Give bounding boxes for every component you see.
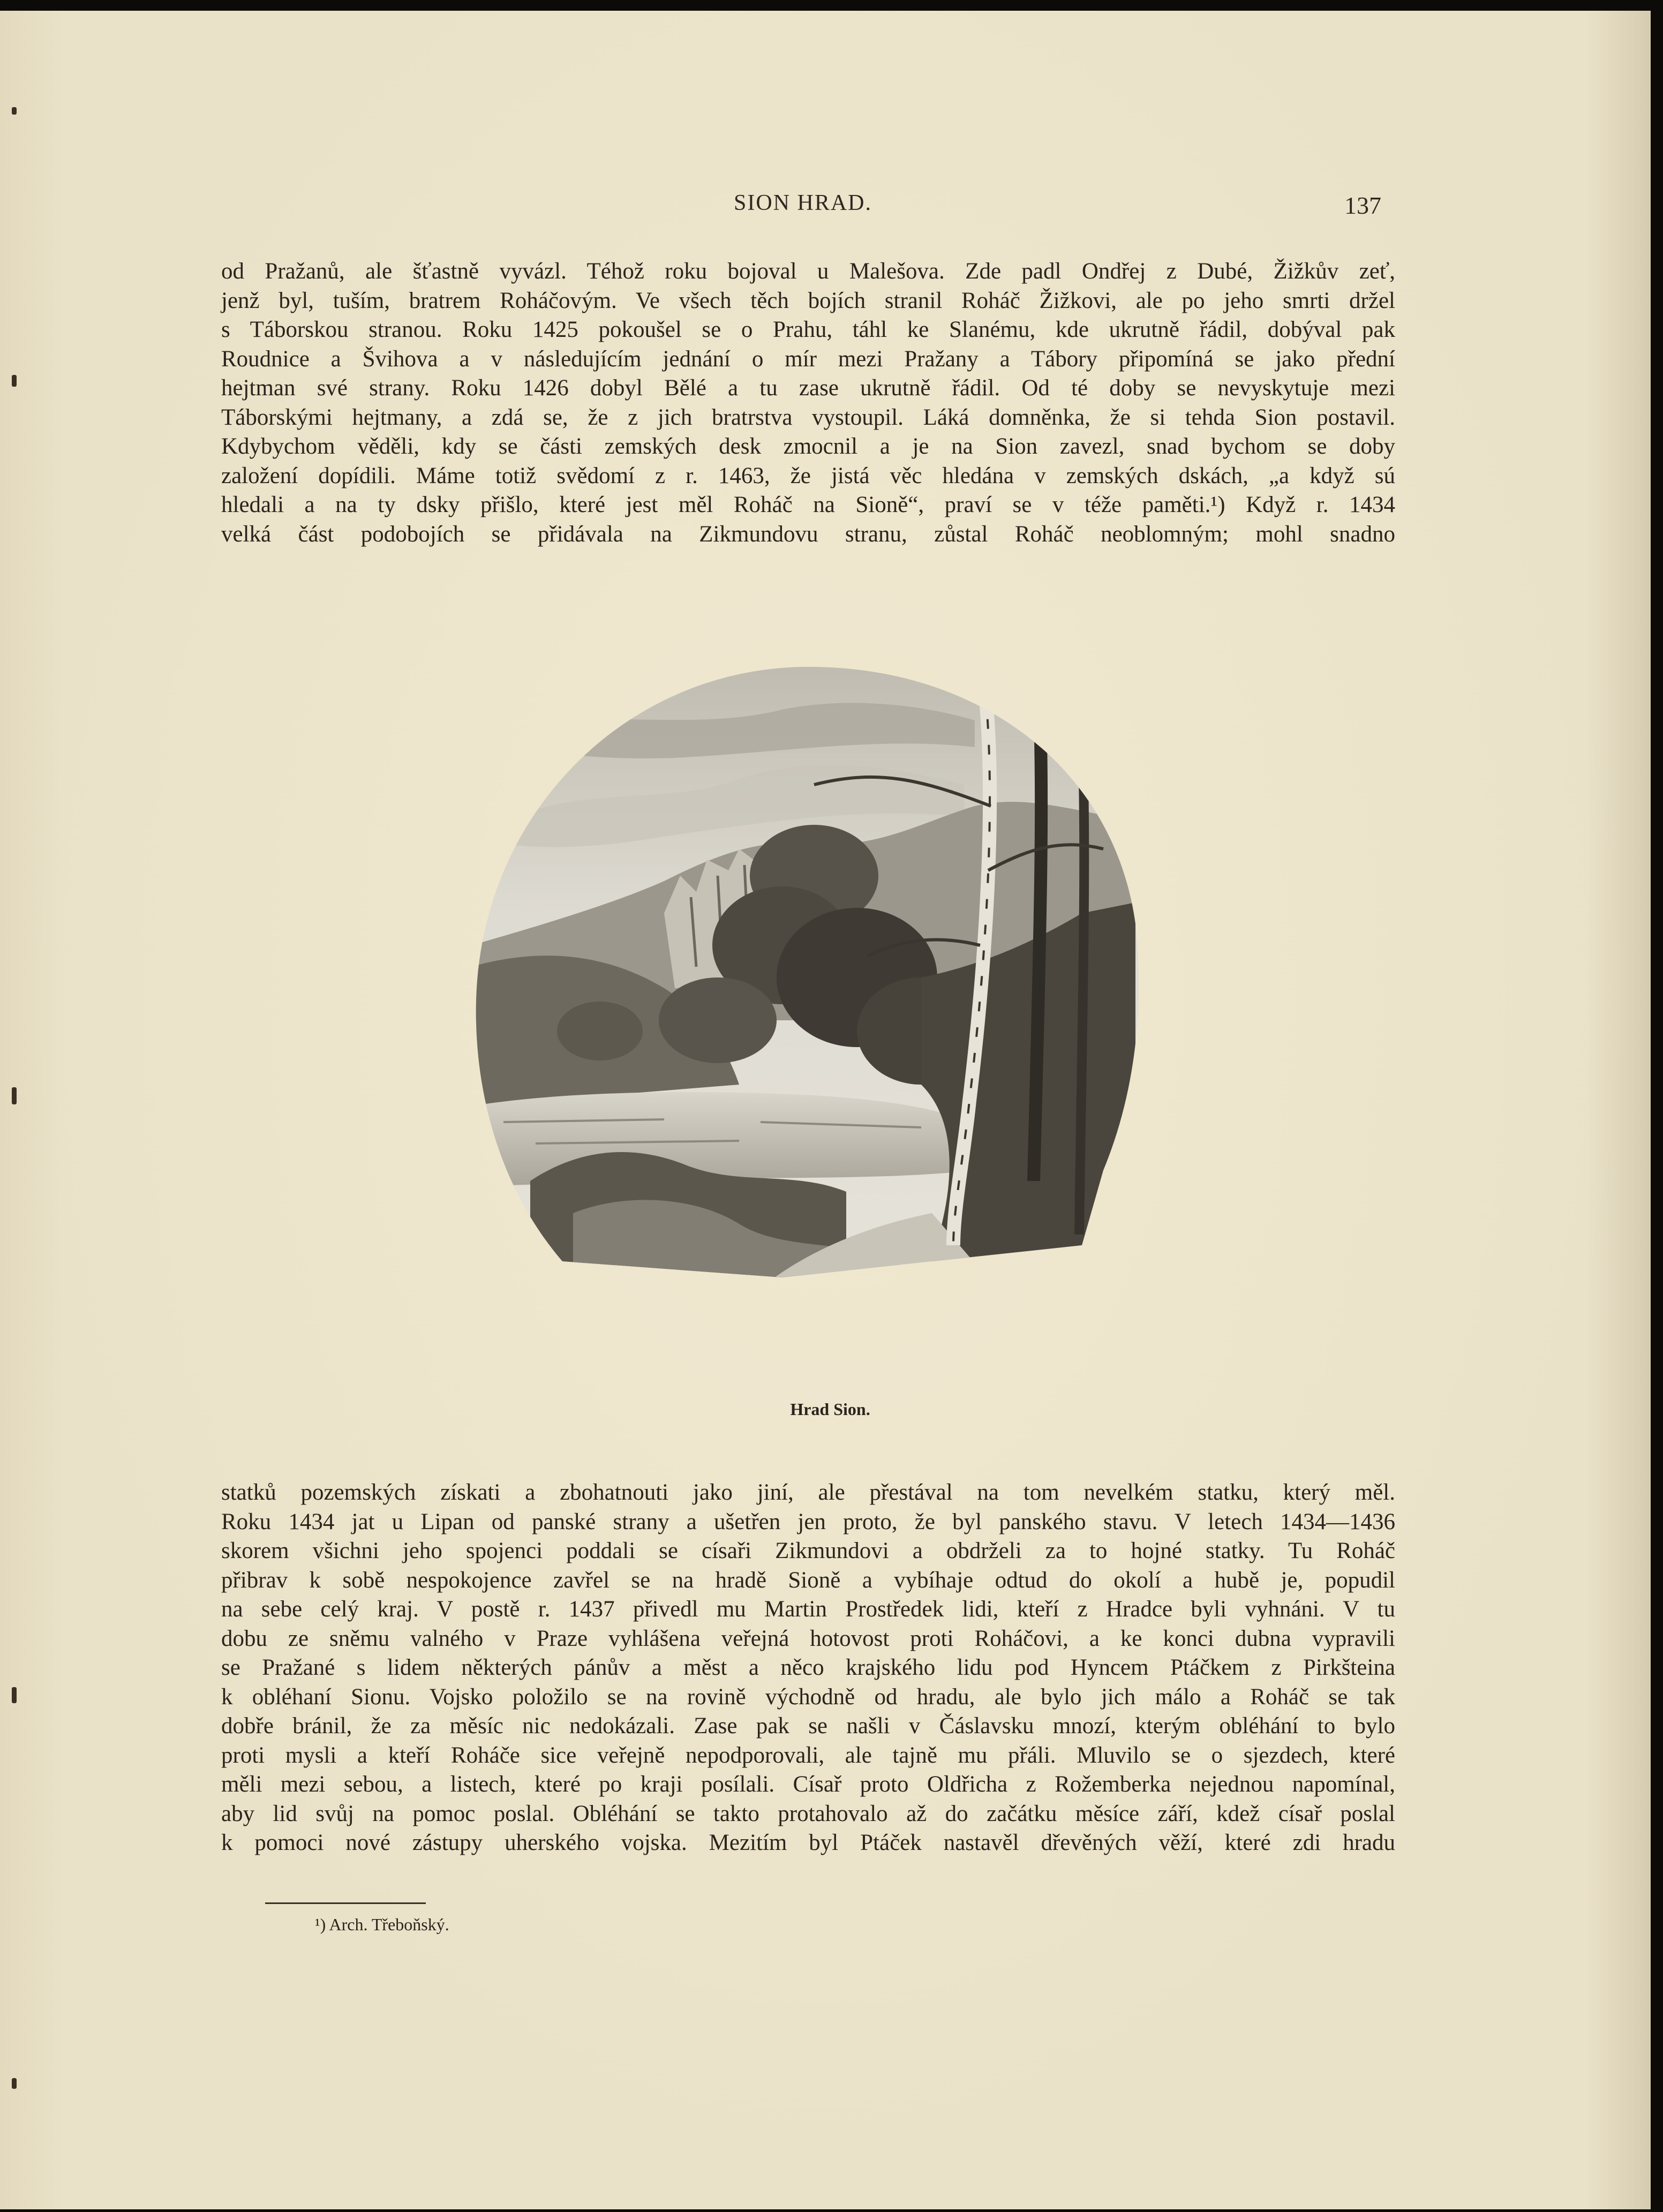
text-line: měli mezi sebou, a listech, které po kraji posílali. Císař proto Oldřicha z Rožemberka nejednou napomínal, bbox=[221, 1772, 1395, 1797]
text-line: hledali a na ty dsky přišlo, které jest měl Roháč na Sioně“, praví se v téže paměti.¹) Když r. 1434 bbox=[221, 492, 1395, 517]
text-line: hejtman své strany. Roku 1426 dobyl Bělé a tu zase ukrutně řádil. Od té doby se nevyskytuje mezi bbox=[221, 375, 1395, 401]
binding-mark bbox=[12, 375, 17, 387]
text-line: jenž byl, tuším, bratrem Roháčovým. Ve všech těch bojích stranil Roháč Žižkovi, ale po jeho smrti držel bbox=[221, 288, 1395, 313]
text-line: proti mysli a kteří Roháče sice veřejně nepodporovali, ale tajně mu přáli. Mluvilo se o sjezdech, které bbox=[221, 1742, 1395, 1768]
text-line: od Pražanů, ale šťastně vyvázl. Téhož roku bojoval u Malešova. Zde padl Ondřej z Dubé, Žižkův zeť, bbox=[221, 259, 1395, 284]
text-line: dobře bránil, že za měsíc nic nedokázali. Zase pak se našli v Čáslavsku mnozí, kterým obléhání to bylo bbox=[221, 1713, 1395, 1739]
text-line: velká část podobojích se přidávala na Zikmundovu stranu, zůstal Roháč neoblomným; mohl snadno bbox=[221, 521, 1395, 547]
footnote: ¹) Arch. Třeboňský. bbox=[315, 1915, 449, 1934]
text-line: statků pozemských získati a zbohatnouti jako jiní, ale přestával na tom nevelkém statku, který měl. bbox=[221, 1480, 1395, 1505]
illustration bbox=[439, 645, 1178, 1315]
text-line: aby lid svůj na pomoc poslal. Obléhání se takto protahovalo až do začátku měsíce září, kdež císař poslal bbox=[221, 1801, 1395, 1826]
landscape-engraving-icon bbox=[439, 645, 1178, 1315]
text-line: k obléhaní Sionu. Vojsko položilo se na rovině východně od hradu, ale bylo jich málo a Roháč se tak bbox=[221, 1684, 1395, 1710]
text-line: skorem všichni jeho spojenci poddali se císaři Zikmundovi a obdrželi za to hojné statky. Tu Roháč bbox=[221, 1538, 1395, 1563]
text-line: dobu ze sněmu valného v Praze vyhlášena veřejná hotovost proti Roháčovi, a ke konci dubna vypravili bbox=[221, 1626, 1395, 1651]
text-line: Táborskými hejtmany, a zdá se, že z jich bratrstva vystoupil. Láká domněnka, že si tehda Sion postavil. bbox=[221, 404, 1395, 430]
text-line: přibrav k sobě nespokojence zavřel se na hradě Sioně a vybíhaje odtud do okolí a hubě je, popudil bbox=[221, 1567, 1395, 1593]
running-head: SION HRAD. bbox=[734, 191, 872, 215]
illustration-caption: Hrad Sion. bbox=[790, 1400, 870, 1419]
page-number: 137 bbox=[1344, 192, 1381, 219]
binding-mark bbox=[12, 1087, 17, 1104]
text-line: s Táborskou stranou. Roku 1425 pokoušel se o Prahu, táhl ke Slanému, kde ukrutně řádil, dobýval pak bbox=[221, 317, 1395, 342]
text-line: na sebe celý kraj. V postě r. 1437 přivedl mu Martin Prostředek lidi, kteří z Hradce byli vyhnáni. V tu bbox=[221, 1597, 1395, 1622]
text-line: Kdybychom věděli, kdy se části zemských desk zmocnil a je na Sion zavezl, snad bychom se doby bbox=[221, 434, 1395, 459]
footnote-rule bbox=[265, 1902, 426, 1904]
book-page bbox=[0, 11, 1651, 2209]
text-line: k pomoci nové zástupy uherského vojska. Mezitím byl Ptáček nastavěl dřevěných věží, které zdi hradu bbox=[221, 1830, 1395, 1855]
text-line: Roku 1434 jat u Lipan od panské strany a ušetřen jen proto, že byl panského stavu. V letech 1434—1436 bbox=[221, 1509, 1395, 1534]
binding-mark bbox=[12, 2078, 17, 2089]
binding-mark bbox=[12, 107, 17, 115]
text-line: se Pražané s lidem některých pánův a měst a něco krajského lidu pod Hyncem Ptáčkem z Pirkšteina bbox=[221, 1655, 1395, 1680]
binding-mark bbox=[12, 1687, 17, 1703]
body-text-top bbox=[221, 257, 1395, 549]
text-line: založení dopídili. Máme totiž svědomí z r. 1463, že jistá věc hledána v zemských dskách, „a když sú bbox=[221, 463, 1395, 488]
text-line: Roudnice a Švihova a v následujícím jednání o mír mezi Pražany a Tábory připomíná se jako přední bbox=[221, 346, 1395, 372]
body-text-bottom bbox=[221, 1478, 1395, 1858]
